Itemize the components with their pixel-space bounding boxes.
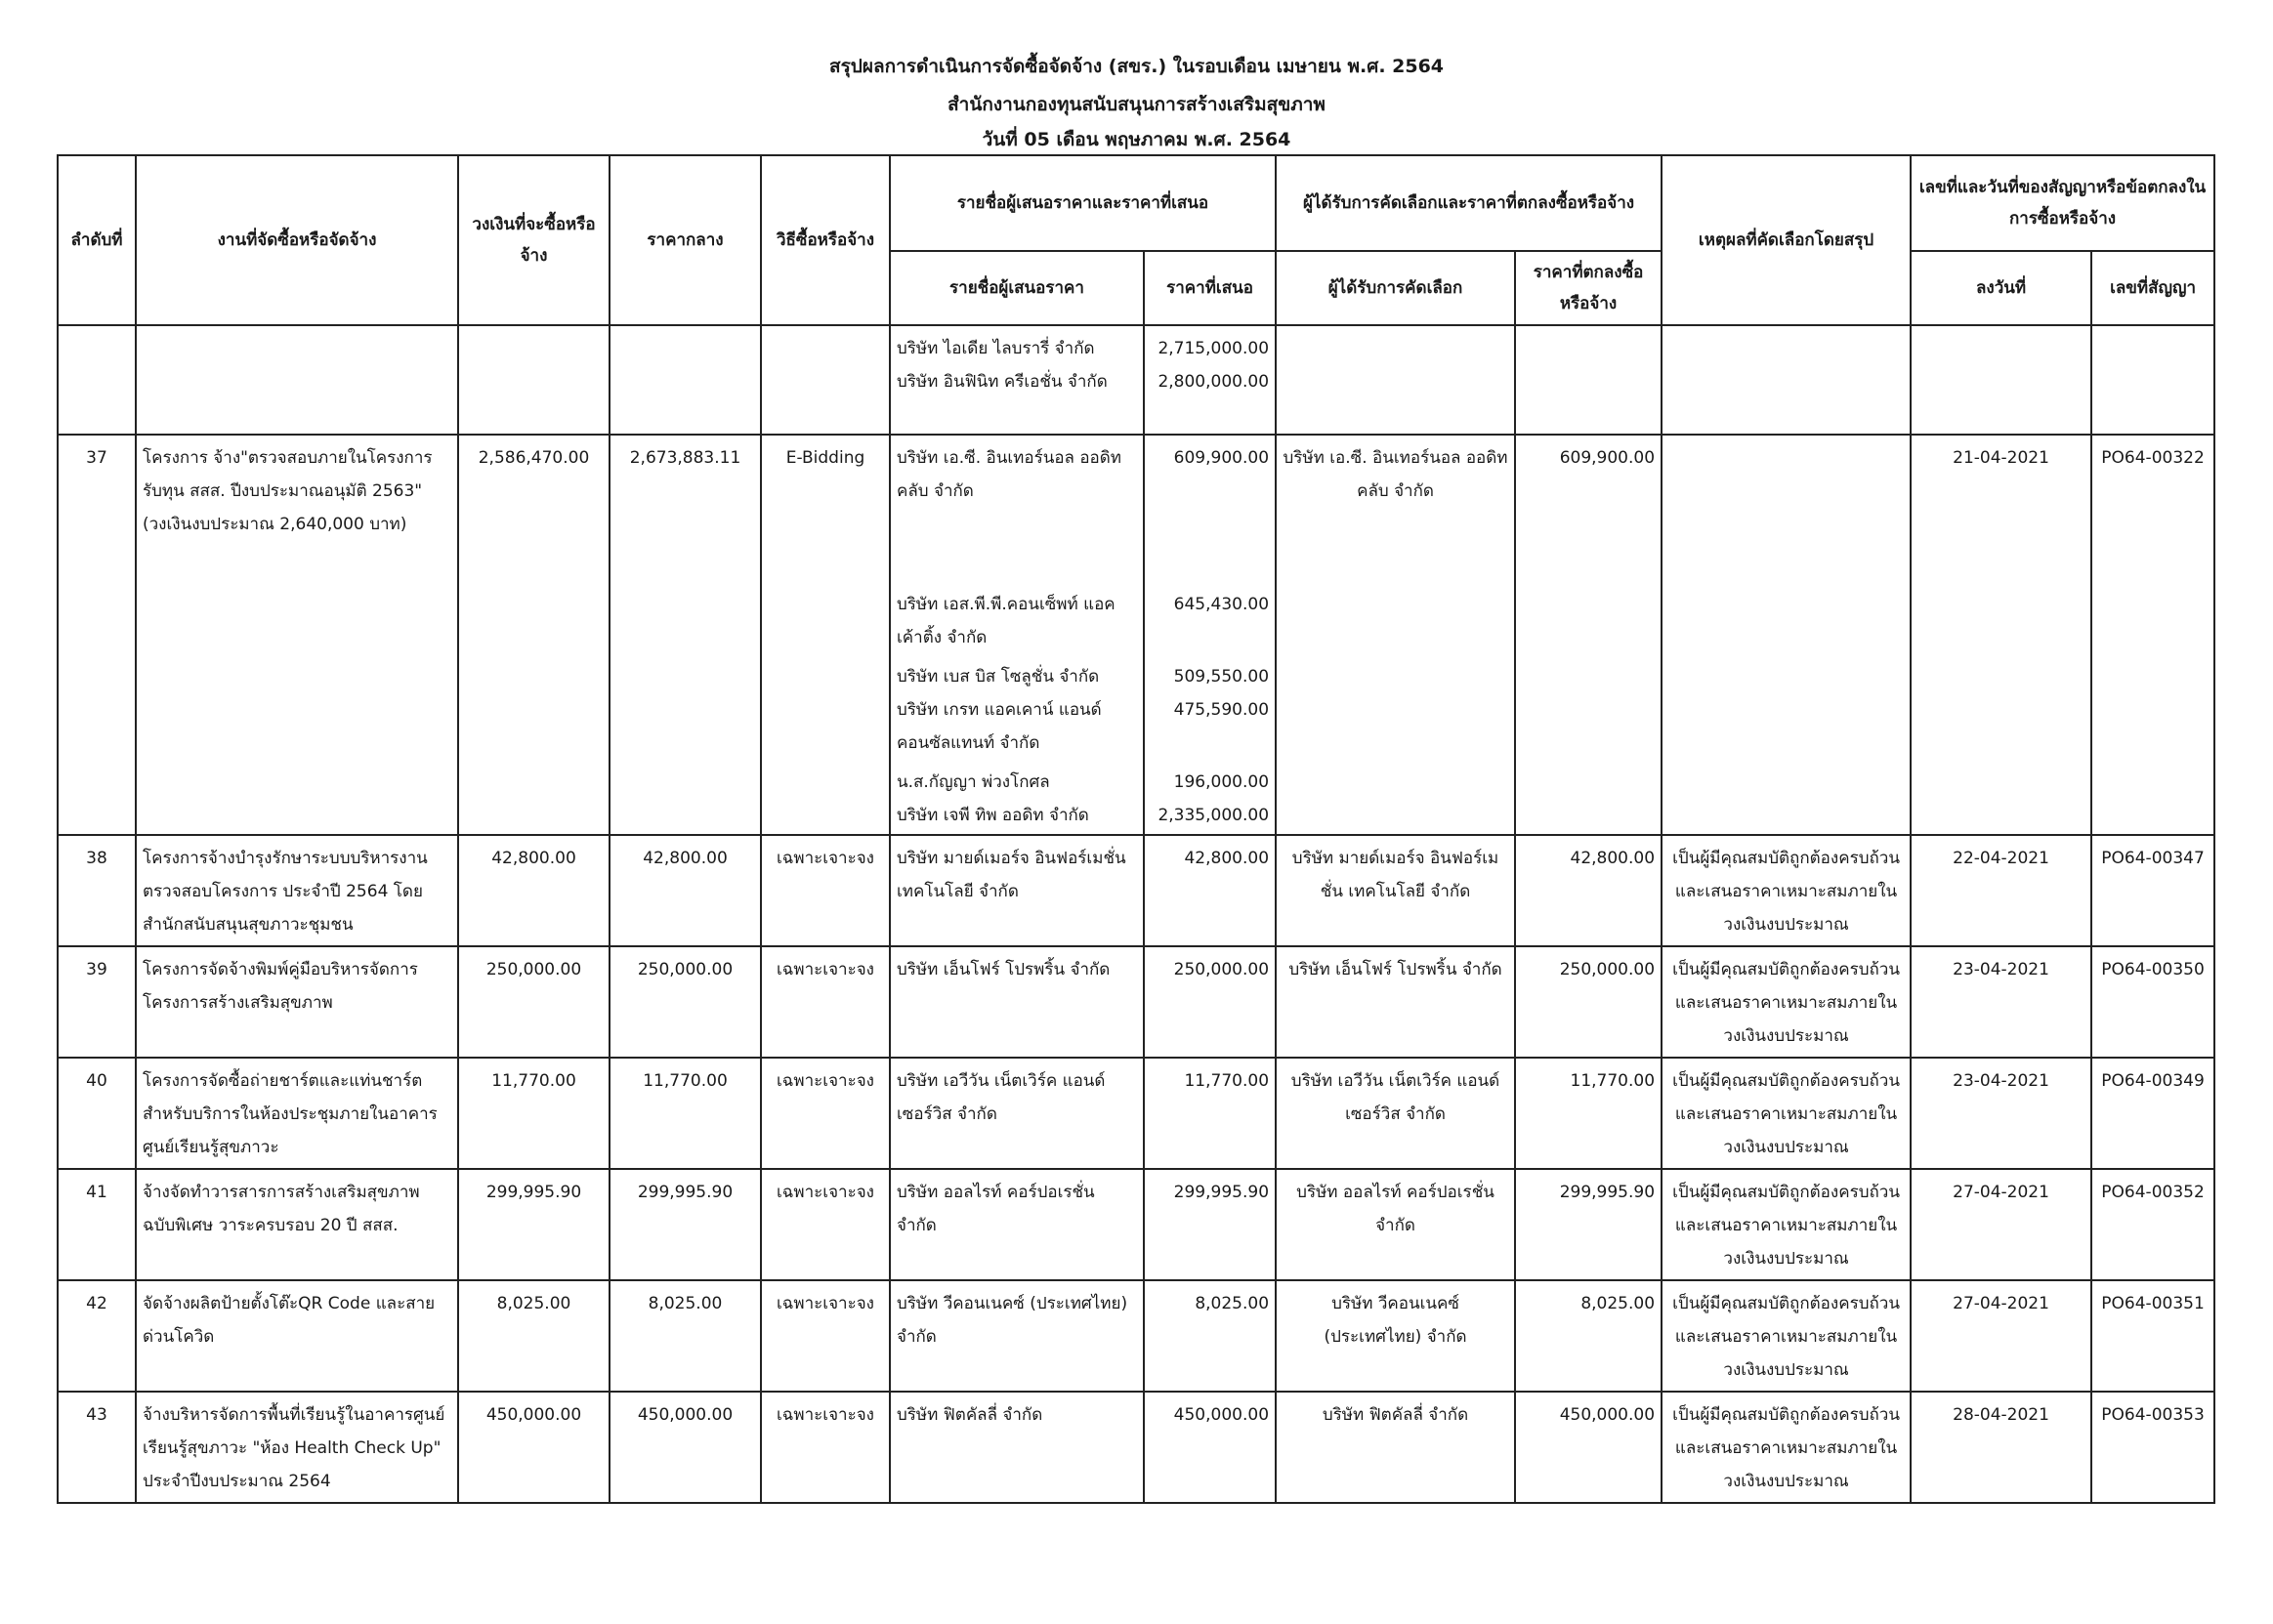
- row-agreed: 609,900.00: [1515, 435, 1662, 835]
- row-method: เฉพาะเจาะจง: [761, 946, 890, 1058]
- bidder-name: น.ส.กัญญา พ่วงโกศล: [897, 772, 1050, 792]
- row-budget: 2,586,470.00: [458, 435, 610, 835]
- table-row: [58, 1058, 2214, 1169]
- row-budget: 8,025.00: [458, 1280, 610, 1392]
- row-budget: 299,995.90: [458, 1169, 610, 1280]
- row-contract: PO64-00351: [2091, 1280, 2214, 1392]
- bidder-name: บริษัท เอ.ซี. อินเทอร์นอล ออดิท คลับ จำกัด: [897, 448, 1122, 501]
- table-body: [58, 325, 2214, 1503]
- row-bid: 11,770.00: [1144, 1058, 1276, 1169]
- row-task: จ้างจัดทำวารสารการสร้างเสริมสุขภาพ ฉบับพิเศษ วาระครบรอบ 20 ปี สสส.: [136, 1169, 458, 1280]
- row-contract: PO64-00350: [2091, 946, 2214, 1058]
- row-date: 27-04-2021: [1911, 1280, 2091, 1392]
- bid-price: 475,590.00: [1173, 700, 1270, 720]
- row-task: จ้างบริหารจัดการพื้นที่เรียนรู้ในอาคารศูนย์เรียนรู้สุขภาวะ "ห้อง Health Check Up" ประจำปีงบประมาณ 2564: [136, 1392, 458, 1503]
- bid-price: 2,715,000.00: [1158, 339, 1270, 358]
- row-bid: 450,000.00: [1144, 1392, 1276, 1503]
- col-reason: เหตุผลที่คัดเลือกโดยสรุป: [1662, 155, 1911, 325]
- row-contract: PO64-00353: [2091, 1392, 2214, 1503]
- col-contract-no: เลขที่สัญญา: [2091, 251, 2214, 325]
- row-date: 23-04-2021: [1911, 1058, 2091, 1169]
- row-date: 28-04-2021: [1911, 1392, 2091, 1503]
- row-median: 42,800.00: [610, 835, 761, 946]
- row-median: 8,025.00: [610, 1280, 761, 1392]
- report-date: วันที่ 05 เดือน พฤษภาคม พ.ศ. 2564: [982, 129, 1291, 150]
- table-row: [58, 946, 2214, 1058]
- row-budget: 250,000.00: [458, 946, 610, 1058]
- row-reason: เป็นผู้มีคุณสมบัติถูกต้องครบถ้วนและเสนอราคาเหมาะสมภายในวงเงินงบประมาณ: [1662, 1169, 1911, 1280]
- col-budget: วงเงินที่จะซื้อหรือจ้าง: [458, 155, 610, 325]
- row-winner: บริษัท เอวีวัน เน็ตเวิร์ค แอนด์ เซอร์วิส จำกัด: [1276, 1058, 1515, 1169]
- row-agreed: 250,000.00: [1515, 946, 1662, 1058]
- row-no: 40: [58, 1058, 136, 1169]
- bidder-name: บริษัท เจพี ทิพ ออดิท จำกัด: [897, 806, 1089, 825]
- row-median: 299,995.90: [610, 1169, 761, 1280]
- bid-price: 2,800,000.00: [1158, 372, 1270, 392]
- row-date: 27-04-2021: [1911, 1169, 2091, 1280]
- row-method: E-Bidding: [761, 435, 890, 835]
- row-date: 21-04-2021: [1911, 435, 2091, 835]
- procurement-table: [57, 154, 2215, 1504]
- col-median: ราคากลาง: [610, 155, 761, 325]
- table-row: [58, 435, 2214, 835]
- row-no: 42: [58, 1280, 136, 1392]
- bid-prices-cell: [1144, 435, 1276, 835]
- row-reason: เป็นผู้มีคุณสมบัติถูกต้องครบถ้วนและเสนอราคาเหมาะสมภายในวงเงินงบประมาณ: [1662, 1280, 1911, 1392]
- row-contract: PO64-00349: [2091, 1058, 2214, 1169]
- row-bid: 8,025.00: [1144, 1280, 1276, 1392]
- row-winner: บริษัท ออลไรท์ คอร์ปอเรชั่น จำกัด: [1276, 1169, 1515, 1280]
- row-bid: 299,995.90: [1144, 1169, 1276, 1280]
- row-median: 11,770.00: [610, 1058, 761, 1169]
- row-method: เฉพาะเจาะจง: [761, 835, 890, 946]
- row-no: 37: [58, 435, 136, 835]
- row-contract: PO64-00322: [2091, 435, 2214, 835]
- col-task: งานที่จัดซื้อหรือจัดจ้าง: [136, 155, 458, 325]
- organization-name: สำนักงานกองทุนสนับสนุนการสร้างเสริมสุขภาพ: [947, 94, 1326, 115]
- row-budget: 450,000.00: [458, 1392, 610, 1503]
- row-bid: 42,800.00: [1144, 835, 1276, 946]
- row-no: 43: [58, 1392, 136, 1503]
- row-method: เฉพาะเจาะจง: [761, 1169, 890, 1280]
- table-row: [58, 1169, 2214, 1280]
- row-reason: [1662, 435, 1911, 835]
- row-winner: บริษัท มายด์เมอร์จ อินฟอร์เมชั่น เทคโนโลยี จำกัด: [1276, 835, 1515, 946]
- bid-price: 196,000.00: [1173, 772, 1270, 792]
- row-task: โครงการจัดจ้างพิมพ์คู่มือบริหารจัดการโครงการสร้างเสริมสุขภาพ: [136, 946, 458, 1058]
- row-winner: บริษัท เอ.ซี. อินเทอร์นอล ออดิท คลับ จำกัด: [1276, 435, 1515, 835]
- row-no: 39: [58, 946, 136, 1058]
- row-no: 38: [58, 835, 136, 946]
- row-winner: บริษัท ฟิตคัลลี่ จำกัด: [1276, 1392, 1515, 1503]
- row-no: 41: [58, 1169, 136, 1280]
- row-bidder: บริษัท เอ็นโฟร์ โปรพริ้น จำกัด: [890, 946, 1144, 1058]
- row-agreed: 11,770.00: [1515, 1058, 1662, 1169]
- row-bidder: บริษัท ฟิตคัลลี่ จำกัด: [890, 1392, 1144, 1503]
- row-contract: PO64-00352: [2091, 1169, 2214, 1280]
- table-header: [58, 155, 2214, 325]
- row-bidder: บริษัท มายด์เมอร์จ อินฟอร์เมชั่น เทคโนโลยี จำกัด: [890, 835, 1144, 946]
- row-budget: 11,770.00: [458, 1058, 610, 1169]
- bidder-names-cell: [890, 435, 1144, 835]
- row-agreed: 8,025.00: [1515, 1280, 1662, 1392]
- row-method: เฉพาะเจาะจง: [761, 1392, 890, 1503]
- col-winner-group: ผู้ได้รับการคัดเลือกและราคาที่ตกลงซื้อหรือจ้าง: [1276, 155, 1662, 251]
- row-agreed: 42,800.00: [1515, 835, 1662, 946]
- row-date: 23-04-2021: [1911, 946, 2091, 1058]
- row-median: 2,673,883.11: [610, 435, 761, 835]
- row-budget: 42,800.00: [458, 835, 610, 946]
- bidder-name: บริษัท เบส บิส โซลูชั่น จำกัด: [897, 667, 1100, 687]
- table-row: [58, 835, 2214, 946]
- row-median: 450,000.00: [610, 1392, 761, 1503]
- row-method: เฉพาะเจาะจง: [761, 1280, 890, 1392]
- row-reason: เป็นผู้มีคุณสมบัติถูกต้องครบถ้วนและเสนอราคาเหมาะสมภายในวงเงินงบประมาณ: [1662, 835, 1911, 946]
- row-agreed: 299,995.90: [1515, 1169, 1662, 1280]
- bid-price: 609,900.00: [1173, 448, 1270, 468]
- row-reason: เป็นผู้มีคุณสมบัติถูกต้องครบถ้วนและเสนอราคาเหมาะสมภายในวงเงินงบประมาณ: [1662, 1392, 1911, 1503]
- col-date: ลงวันที่: [1911, 251, 2091, 325]
- row-winner: บริษัท วีคอนเนคซ์ (ประเทศไทย) จำกัด: [1276, 1280, 1515, 1392]
- col-winner-name: ผู้ได้รับการคัดเลือก: [1276, 251, 1515, 325]
- table-row: [58, 1392, 2214, 1503]
- col-no: ลำดับที่: [58, 155, 136, 325]
- row-bid: 250,000.00: [1144, 946, 1276, 1058]
- row-task: โครงการ จ้าง"ตรวจสอบภายในโครงการรับทุน สสส. ปีงบประมาณอนุมัติ 2563" (วงเงินงบประมาณ 2,640,000 บาท): [136, 435, 458, 835]
- col-bidders-group: รายชื่อผู้เสนอราคาและราคาที่เสนอ: [890, 155, 1276, 251]
- bidder-name: บริษัท อินฟินิท ครีเอชั่น จำกัด: [897, 372, 1108, 392]
- row-method: เฉพาะเจาะจง: [761, 1058, 890, 1169]
- report-title: สรุปผลการดำเนินการจัดซื้อจัดจ้าง (สขร.) ในรอบเดือน เมษายน พ.ศ. 2564: [828, 56, 1445, 77]
- row-task: โครงการจัดซื้อถ่ายชาร์ตและแท่นชาร์ตสำหรับบริการในห้องประชุมภายในอาคารศูนย์เรียนรู้สุขภาวะ: [136, 1058, 458, 1169]
- row-task: จัดจ้างผลิตป้ายตั้งโต๊ะQR Code และสายด่วนโควิด: [136, 1280, 458, 1392]
- col-bid-price: ราคาที่เสนอ: [1144, 251, 1276, 325]
- table-row: [58, 1280, 2214, 1392]
- row-bidder: บริษัท ออลไรท์ คอร์ปอเรชั่น จำกัด: [890, 1169, 1144, 1280]
- row-contract: PO64-00347: [2091, 835, 2214, 946]
- row-median: 250,000.00: [610, 946, 761, 1058]
- col-bidder-name: รายชื่อผู้เสนอราคา: [890, 251, 1144, 325]
- col-contract-group: เลขที่และวันที่ของสัญญาหรือข้อตกลงในการซื้อหรือจ้าง: [1911, 155, 2214, 251]
- bid-price: 2,335,000.00: [1158, 806, 1270, 825]
- bidder-name: บริษัท เกรท แอคเคาน์ แอนด์ คอนซัลแทนท์ จำกัด: [897, 700, 1102, 753]
- bid-price: 645,430.00: [1173, 595, 1270, 614]
- table-row-continued: [58, 325, 2214, 435]
- row-reason: เป็นผู้มีคุณสมบัติถูกต้องครบถ้วนและเสนอราคาเหมาะสมภายในวงเงินงบประมาณ: [1662, 946, 1911, 1058]
- row-winner: บริษัท เอ็นโฟร์ โปรพริ้น จำกัด: [1276, 946, 1515, 1058]
- row-bidder: บริษัท วีคอนเนคซ์ (ประเทศไทย) จำกัด: [890, 1280, 1144, 1392]
- row-agreed: 450,000.00: [1515, 1392, 1662, 1503]
- bidder-name: บริษัท ไอเดีย ไลบรารี่ จำกัด: [897, 339, 1095, 358]
- row-task: โครงการจ้างบำรุงรักษาระบบบริหารงานตรวจสอบโครงการ ประจำปี 2564 โดยสำนักสนับสนุนสุขภาวะชุมชน: [136, 835, 458, 946]
- bid-price: 509,550.00: [1173, 667, 1270, 687]
- row-bidder: บริษัท เอวีวัน เน็ตเวิร์ค แอนด์ เซอร์วิส จำกัด: [890, 1058, 1144, 1169]
- col-method: วิธีซื้อหรือจ้าง: [761, 155, 890, 325]
- row-reason: เป็นผู้มีคุณสมบัติถูกต้องครบถ้วนและเสนอราคาเหมาะสมภายในวงเงินงบประมาณ: [1662, 1058, 1911, 1169]
- col-agreed-price: ราคาที่ตกลงซื้อหรือจ้าง: [1515, 251, 1662, 325]
- bidder-name: บริษัท เอส.พี.พี.คอนเซ็พท์ แอคเค้าติ้ง จำกัด: [897, 595, 1115, 647]
- row-date: 22-04-2021: [1911, 835, 2091, 946]
